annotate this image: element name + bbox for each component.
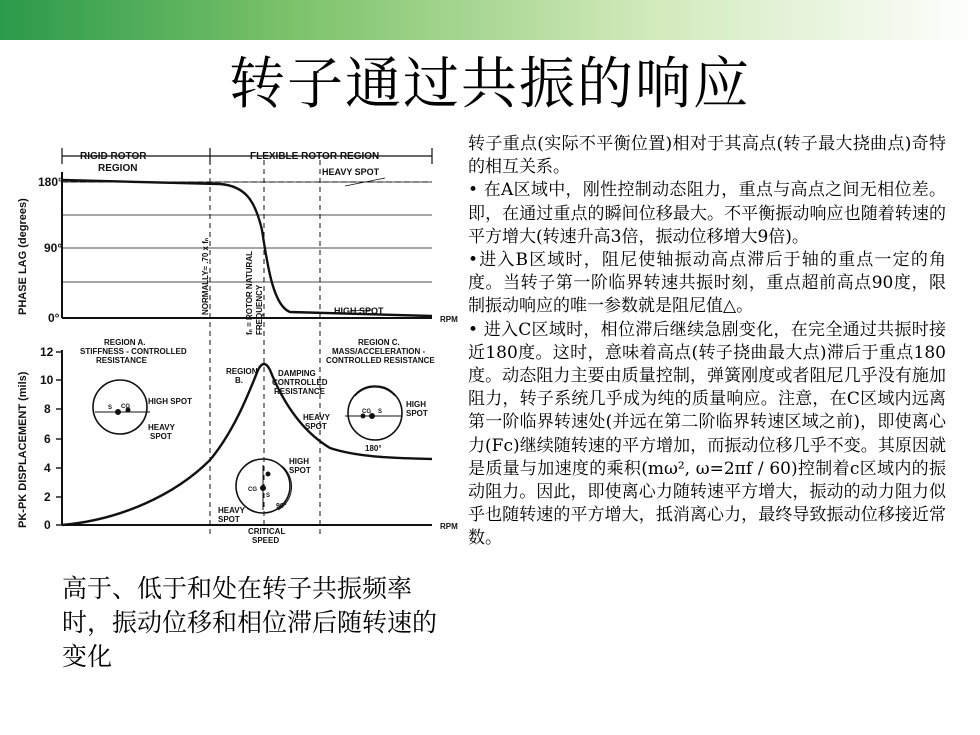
c-s-label: S (378, 409, 383, 415)
c-high-label: HIGH (406, 400, 426, 409)
critical-speed-label: CRITICAL (248, 527, 286, 536)
resistance-label: RESISTANCE (274, 387, 325, 396)
disp-rpm-label: RPM (440, 522, 458, 531)
paragraph-region-a: • 在A区域中，刚性控制动态阻力，重点与高点之间无相位差。即，在通过重点的瞬间位移最大。不平衡振动响应也随着转速的平方增大(转速升高3倍，振动位移增大9倍)。 (468, 180, 946, 247)
high-spot-label: HIGH SPOT (334, 306, 384, 316)
phase-rpm-label: RPM (440, 315, 458, 324)
fn-label-2: FREQUENCY (255, 284, 264, 335)
region-a-subtitle: STIFFNESS - CONTROLLED (80, 347, 187, 356)
region-a-title: REGION A. (104, 338, 146, 347)
normally-label: NORMALLY≈ .70 x fₙ (201, 237, 210, 315)
a-heavy-label: HEAVY (148, 423, 175, 432)
phase-tick-0: 0° (48, 311, 60, 325)
b-90-label: 90° (276, 503, 287, 510)
b-heavy-label: HEAVY (218, 506, 245, 515)
displacement-plot (56, 350, 432, 525)
phase-labels (17, 151, 458, 335)
phase-axis-label: PHASE LAG (degrees) (17, 198, 29, 315)
phase-tick-180: 180° (38, 175, 63, 189)
disp-tick-8: 8 (44, 402, 51, 416)
c-spot-label-2: SPOT (406, 409, 428, 418)
figure-caption: 高于、低于和处在转子共振频率时，振动位移和相位滞后随转速的变化 (62, 574, 438, 671)
region-a-resistance: RESISTANCE (96, 356, 147, 365)
displacement-labels (17, 338, 458, 545)
c-heavy-label: HEAVY (303, 413, 330, 422)
disp-tick-4: 4 (44, 461, 51, 475)
a-s-label: S (108, 405, 113, 411)
rigid-region-label-2: REGION (98, 163, 138, 174)
region-b-letter: B. (235, 376, 243, 385)
paragraph-region-c: • 进入C区域时，相位滞后继续急剧变化，在完全通过共振时接近180度。这时，意味着高点(转子挠曲最大点)滞后于重点180度。动态阻力主要由质量控制，弹簧刚度或者阻尼几乎没有施加阻力，转子系统几乎成为纯的质量响应。注意，在C区域内远离第一阶临界转速处(并远在第二阶临界转速区域之前)，即使离心力(Fc)继续随转速的平方增加，而振动位移几乎不变。其原因就是质量与加速度的乘积(mω², ω=2πf / 60)控制着c区域内的振动阻力。因此，即使离心力随转速平方增大，振动的动力阻力似乎也随转速的平方增大，抵消离心力，最终导致振动位移接近常数。 (468, 319, 946, 549)
region-c-resistance: CONTROLLED RESISTANCE (326, 356, 435, 365)
heavy-spot-label: HEAVY SPOT (322, 167, 380, 177)
title-bar-gradient (0, 0, 980, 40)
critical-speed-label-2: SPEED (252, 536, 280, 545)
controlled-label: CONTROLLED (272, 378, 328, 387)
slide-title: 转子通过共振的响应 (229, 52, 751, 117)
a-high-spot-label: HIGH SPOT (148, 397, 193, 406)
disp-tick-2: 2 (44, 490, 51, 504)
disp-tick-10: 10 (40, 373, 54, 387)
b-cg-label: CG (248, 487, 257, 493)
region-c-subtitle: MASS/ACCELERATION - (332, 347, 426, 356)
disp-tick-12: 12 (40, 345, 54, 359)
explanation-text (468, 133, 946, 551)
rigid-region-label: RIGID ROTOR (80, 151, 147, 162)
rotor-resonance-diagram (0, 130, 462, 570)
phase-tick-90: 90° (44, 241, 63, 255)
a-cg-label: CG (121, 404, 130, 410)
paragraph-intro: 转子重点(实际不平衡位置)相对于其高点(转子最大挠曲点)奇特的相互关系。 (468, 134, 946, 178)
paragraph-region-b: •进入B区域时，阻尼使轴振动高点滞后于轴的重点一定的角度。当转子第一阶临界转速共振时刻，重点超前高点90度，限制振动响应的唯一参数就是阻尼值△。 (468, 250, 946, 317)
b-s-label: S (266, 493, 271, 499)
damping-label: DAMPING (278, 369, 316, 378)
flexible-region-label: FLEXIBLE ROTOR REGION (250, 151, 380, 162)
region-b-title: REGION (226, 367, 258, 376)
b-high-label: HIGH (289, 457, 309, 466)
c-cg-label: CG (362, 409, 371, 415)
b-spot-label: SPOT (218, 515, 240, 524)
c-spot-label: SPOT (305, 422, 327, 431)
b-spot-label: SPOT (289, 466, 311, 475)
c-180-label: 180° (365, 444, 382, 453)
region-c-title: REGION C. (358, 338, 400, 347)
a-spot-label: SPOT (150, 432, 172, 441)
disp-tick-6: 6 (44, 432, 51, 446)
disp-tick-0: 0 (44, 518, 51, 532)
fn-label: fₙ = ROTOR NATURAL (245, 251, 254, 335)
disp-axis-label: PK-PK DISPLACEMENT (mils) (17, 371, 29, 528)
